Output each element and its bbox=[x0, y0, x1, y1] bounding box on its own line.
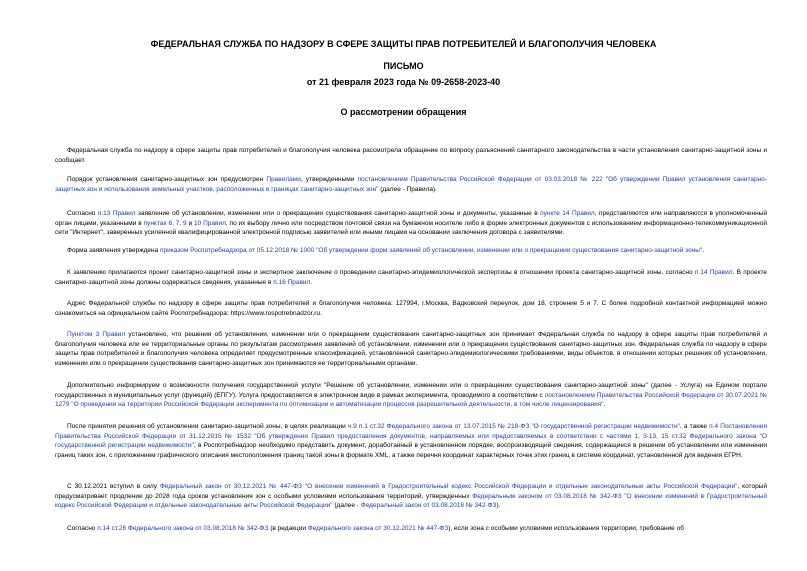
document-link[interactable]: Пунктом 3 Правил bbox=[67, 331, 126, 338]
paragraph-text: Согласно bbox=[67, 210, 98, 217]
paragraph-text: , утвержденными bbox=[300, 176, 358, 183]
paragraph-text: (в редакции bbox=[268, 525, 308, 532]
document-link[interactable]: пунктах 6, 7, 9 bbox=[143, 219, 187, 227]
paragraph bbox=[55, 422, 767, 460]
paragraph-text: , представляются или направляются в уполномоченный орган лицами, указанными в bbox=[55, 210, 767, 227]
agency-name: ФЕДЕРАЛЬНАЯ СЛУЖБА ПО НАДЗОРУ В СФЕРЕ ЗАЩИТЫ ПРАВ ПОТРЕБИТЕЛЕЙ И БЛАГОПОЛУЧИЯ ЧЕЛОВЕКА bbox=[150, 39, 657, 49]
document-link[interactable]: Федерального закона от 30.12.2021 № 447-ФЗ bbox=[307, 525, 449, 532]
paragraph-text: , в Роспотребнадзор необходимо представить документ, доработанный в установленном порядке, воспроизводящий сведения, содержащиеся в решении об установлении или изменении границ таких зон, с приложением графического описания местоположения границ такой зоны в формате XML, а также перечня координат характерных точек этих границ в системе координат, установленной для ведения ЕГРН. bbox=[55, 442, 768, 459]
document-link[interactable]: п.14 ст.26 Федерального закона от 03.08.2018 № 342-ФЗ bbox=[97, 525, 269, 532]
paragraph-text: (далее - bbox=[332, 502, 361, 509]
doc-date-number: от 21 февраля 2023 года № 09-2658-2023-40 bbox=[306, 77, 501, 87]
document-link[interactable]: Правилами bbox=[266, 176, 301, 183]
document-link[interactable]: п.13 Правил bbox=[97, 210, 136, 217]
document-link[interactable]: постановлением Правительства Российской Федерации от 03.03.2018 № 222 "Об утверждении Правил установления санитарно-защитных зон и использования земельных участков, расположенных в границах санитарно-защитных зон" bbox=[55, 176, 767, 193]
paragraph-text: Согласно bbox=[67, 525, 98, 532]
paragraph bbox=[55, 381, 767, 410]
document-link[interactable]: ч.9 п.1 ст.32 Федерального закона от 13.07.2015 № 218-ФЗ "О государственной регистрации недвижимости" bbox=[347, 423, 680, 430]
doc-type: ПИСЬМО bbox=[383, 61, 424, 71]
document-link[interactable]: п.4 Постановления Правительства Российской Федерации от 31.12.2015 № 1532 "Об утверждении Правил предоставления документов, направляемых или предоставляемых в соответствии с частями 1, 3-13, 15 ст.32 Федерального закона "О государственной регистрации недвижимости" bbox=[55, 423, 767, 449]
document-link[interactable]: Федеральный закон от 30.12.2021 № 447-ФЗ "О внесении изменений в Градостроительный кодекс Российской Федерации и отдельные законодательные акты Российской Федерации" bbox=[159, 483, 738, 490]
paragraph-text: , по их выбору лично или посредством почтовой связи на бумажном носителе либо в форме электронных документов с использованием информационно-телекоммуникационной сети "Интернет", заверенных усиленной квалифицированной электронной подписью заявителей или иными лицами на основании заключения договора с заявителями. bbox=[55, 219, 767, 236]
paragraph-text: установлено, что решения об установлении, изменении или о прекращении существования санитарно-защитных зон принимает Федеральная служба по надзору в сфере защиты прав потребителей и благополучия человека или ее территориальные органы по результатам рассмотрения заявлений об установлении, изменении или о прекращении существования санитарно-защитных зон. Федеральная служба по надзору в сфере защиты прав потребителей и благополучия человека определяет предусмотренные классификацией, установленной санитарно-эпидемиологическими требованиями, виды объектов, в отношении которых решения об установлении, изменении или о прекращении существования санитарно-защитных зон принимаются ее территориальными органами. bbox=[55, 331, 767, 367]
paragraph bbox=[55, 482, 767, 511]
paragraph-text: , который предусматривает продление до 2028 года сроков установления зон с особыми условиями использования территорий, утвержденных bbox=[55, 483, 767, 500]
paragraph-text: заявление об установлении, изменении или о прекращении существования санитарно-защитной зоны и документы, указанные в bbox=[135, 210, 541, 217]
document-link[interactable]: пункте 14 Правил bbox=[540, 210, 595, 217]
paragraph-text: . bbox=[702, 247, 705, 254]
paragraph-text: . bbox=[310, 278, 313, 286]
paragraph bbox=[55, 246, 767, 256]
paragraph-text: . bbox=[603, 401, 606, 408]
document-link[interactable]: п.16 Правил bbox=[273, 278, 311, 286]
paragraph-text: С 30.12.2021 вступил в силу bbox=[67, 483, 160, 490]
document-link[interactable]: Федеральный закон от 03.08.2018 № 342-ФЗ bbox=[360, 502, 497, 509]
paragraph-text: Адрес Федеральной службы по надзору в сфере защиты прав потребителей и благополучия человека: 127994, г.Москва, Вадковский переулок, дом 18, строение 5 и 7. С более подробной контактной информацией можно ознакомиться на официальном сайте Роспотребнадзора: https://www.rospotrebnadzor.ru. bbox=[55, 300, 767, 317]
paragraph-text: ). bbox=[496, 502, 501, 509]
paragraph bbox=[55, 175, 767, 194]
paragraph bbox=[55, 268, 767, 287]
document-link[interactable]: постановлением Правительства Российской Федерации от 30.07.2021 № 1279 "О проведении на территории Российской Федерации эксперимента по оптимизации и автоматизации процессов разрешительной деятельности, в том числе лицензирования" bbox=[55, 391, 767, 408]
paragraph-text: . В проекте санитарно-защитной зоны должны содержаться сведения, указанные в bbox=[55, 269, 768, 286]
paragraph-text: ), если зона с особыми условиями использования территории, требование об bbox=[448, 525, 684, 532]
paragraph-text: (далее - Правила). bbox=[378, 185, 437, 193]
document-link[interactable]: Федеральным законом от 03.08.2018 № 342-ФЗ "О внесении изменений в Градостроительный кодекс Российской Федерации и отдельные законодательные акты Российской Федерации" bbox=[55, 492, 767, 509]
paragraph bbox=[55, 146, 767, 165]
paragraph bbox=[55, 299, 767, 318]
paragraph-text: Форма заявления утверждена bbox=[67, 247, 161, 254]
document-link[interactable]: приказом Роспотребнадзора от 05.12.2018 № 1000 "Об утверждении форм заявлений об установлении, изменении или о прекращении существования санитарно-защитной зоны" bbox=[160, 247, 703, 254]
paragraph bbox=[55, 524, 767, 534]
paragraph-text: К заявлению прилагаются проект санитарно-защитной зоны и экспертное заключение о проведении санитарно-эпидемиологической экспертизы в отношении проекта санитарно-защитной зоны, согласно bbox=[67, 269, 695, 276]
paragraph-text: Дополнительно информируем о возможности получения государственной услуги "Решение об установлении, изменении или о прекращении существования санитарно-защитной зоны" (далее - Услуга) на Едином портале государственных и муниципальных услуг (функций) (ЕПГУ). Услуга предоставляется в электронном виде в рамках эксперимента, проводимого в соответствии с bbox=[55, 382, 767, 399]
paragraph bbox=[55, 330, 767, 368]
doc-subject: О рассмотрении обращения bbox=[340, 107, 467, 117]
paragraph-text: и bbox=[186, 219, 195, 227]
paragraph-text: Федеральная служба по надзору в сфере защиты прав потребителей и благополучия человека рассмотрела обращение по вопросу разъяснений санитарного законодательства в части установления санитарно-защитной зоны и сообщает. bbox=[55, 147, 767, 164]
paragraph-text: После принятия решения об установлении санитарно-защитной зоны, в целях реализации bbox=[67, 423, 348, 430]
paragraph bbox=[55, 209, 767, 238]
paragraph-text: , а также bbox=[679, 423, 710, 430]
document-link[interactable]: 10 Правил bbox=[194, 219, 226, 227]
paragraph-text: Порядок установления санитарно-защитных зон предусмотрен bbox=[67, 176, 267, 183]
document-link[interactable]: п.14 Правил bbox=[694, 269, 733, 276]
